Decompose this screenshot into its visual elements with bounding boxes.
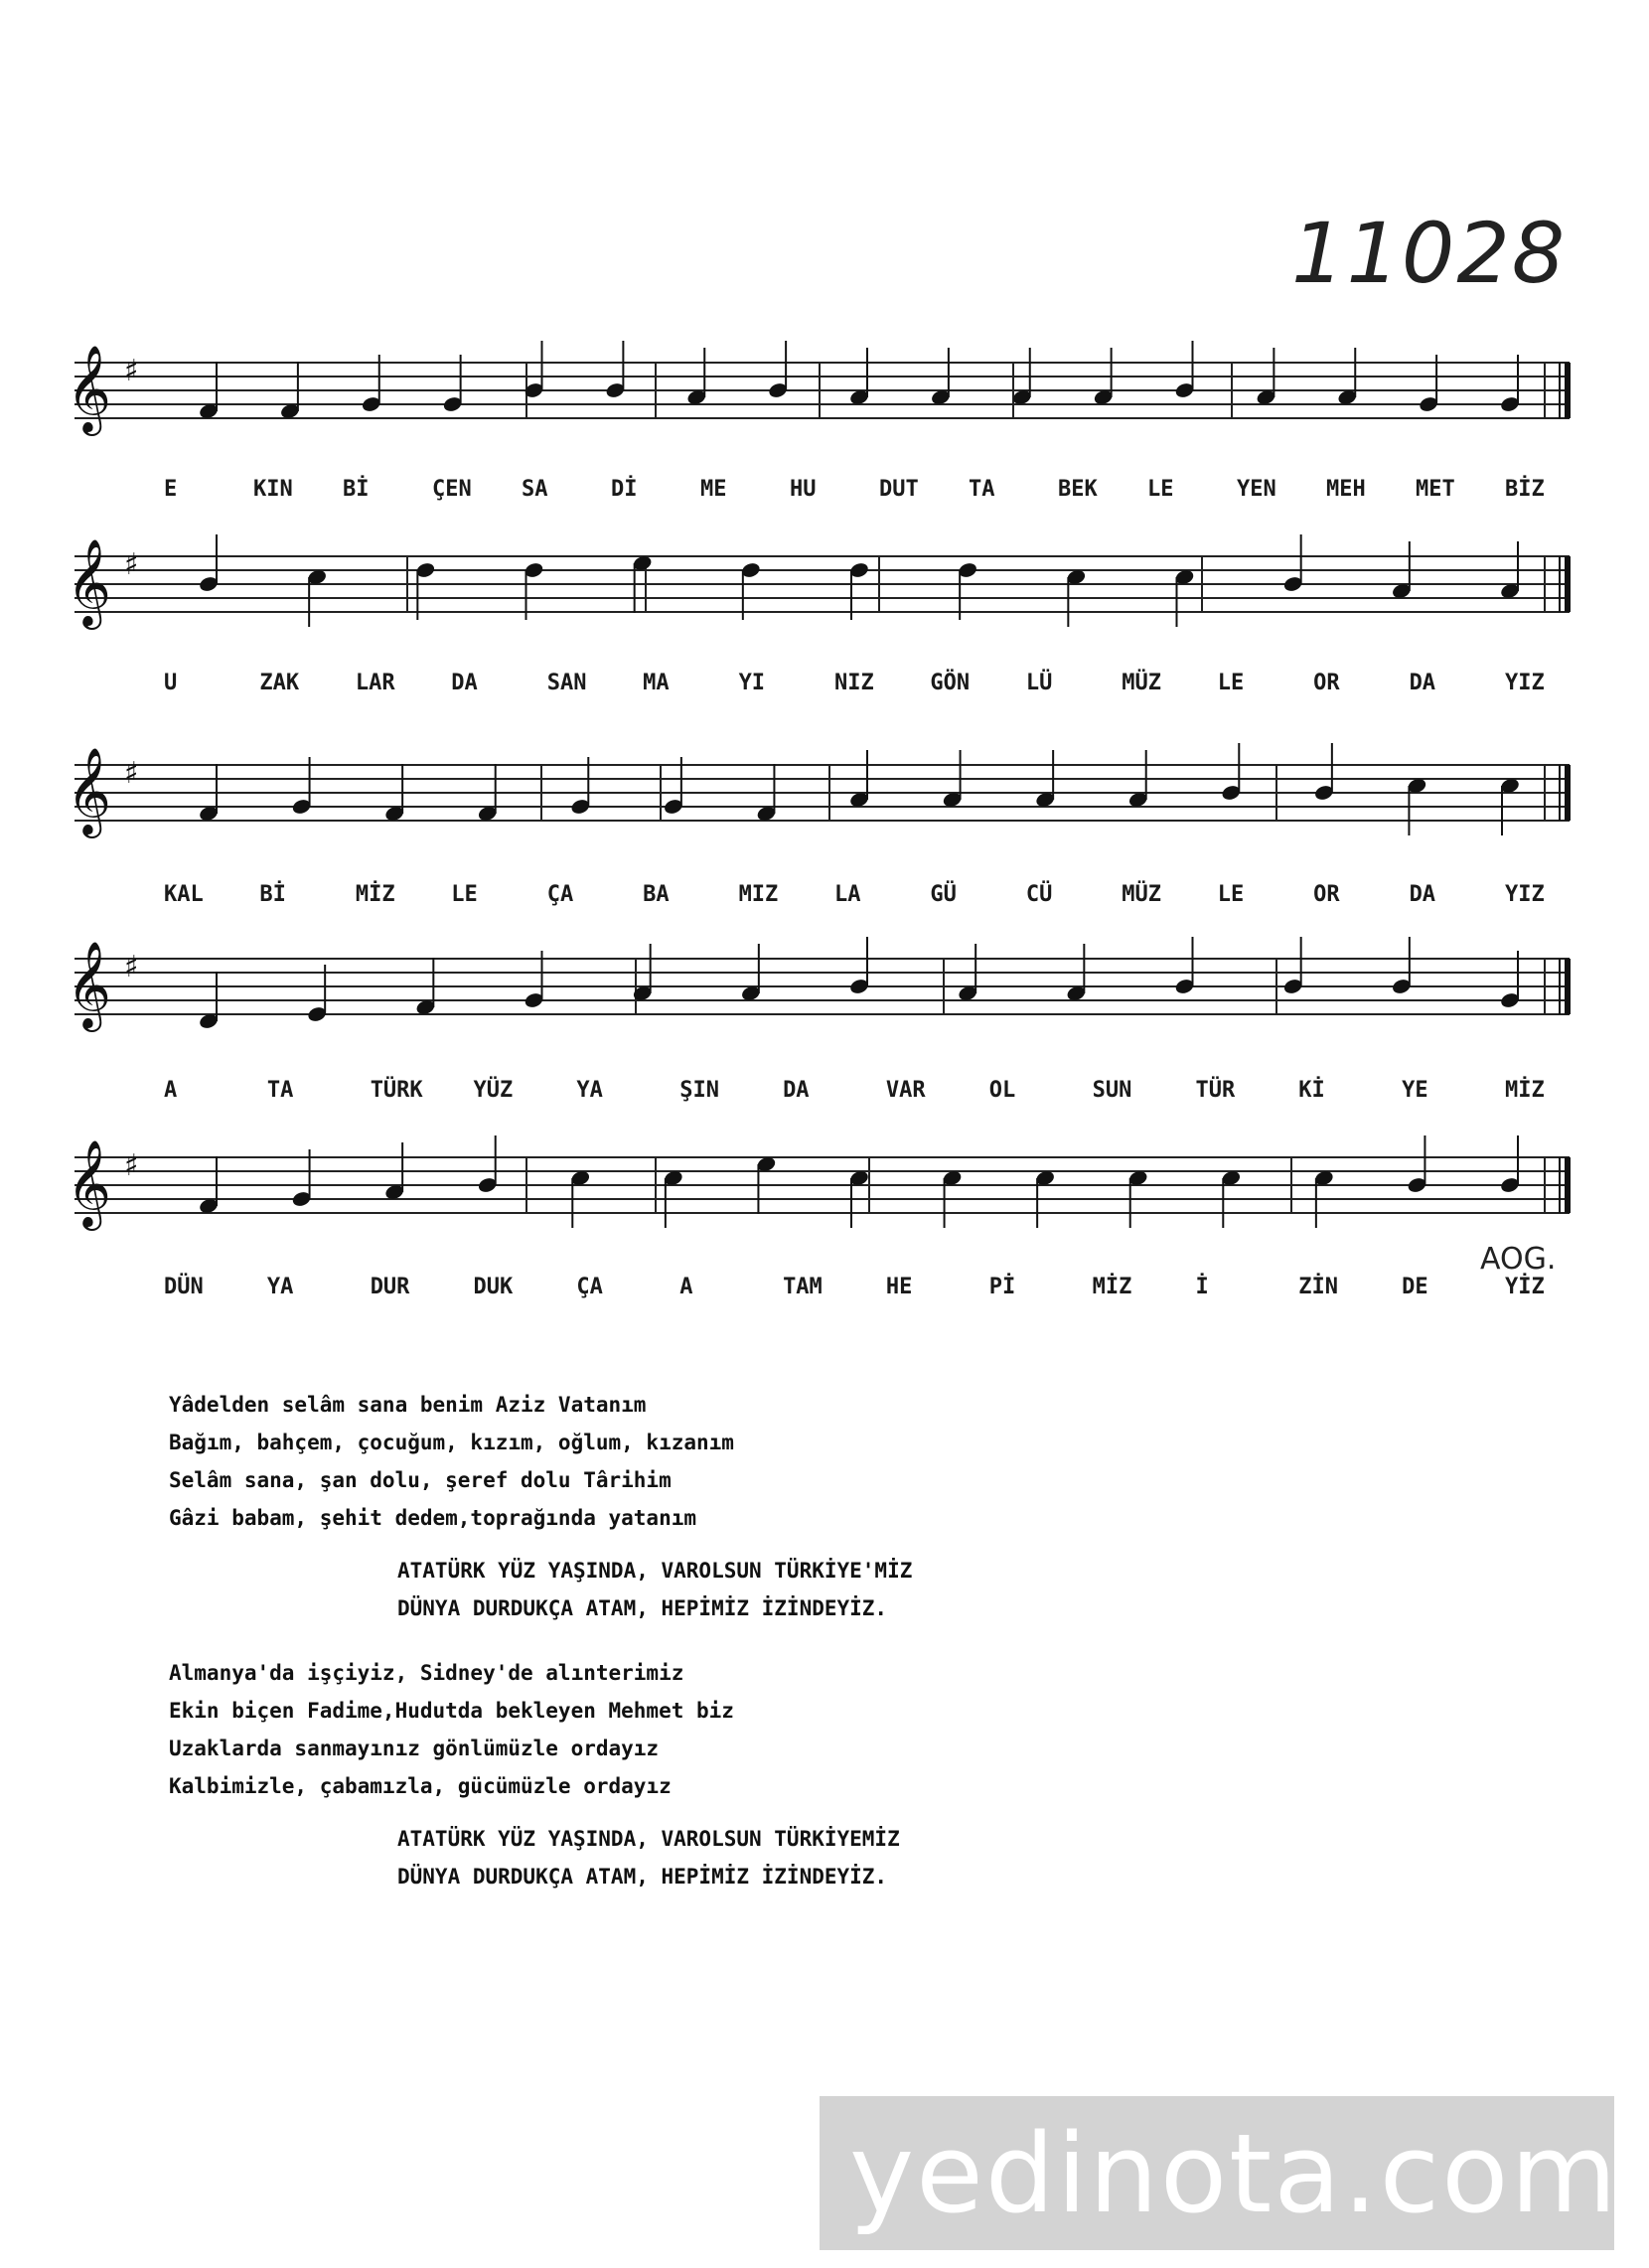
treble-clef-icon: 𝄞 [67, 746, 111, 834]
verse-2-line: Ekin biçen Fadime,Hudutda bekleyen Mehmet biz [169, 1699, 734, 1723]
lyric-syllable: BA [643, 882, 670, 907]
lyric-syllable: MET [1416, 477, 1455, 502]
lyric-syllable: SUN [1092, 1078, 1132, 1103]
watermark-text: yedinota.com [849, 2110, 1619, 2237]
lyric-syllable: U [164, 671, 178, 695]
lyric-syllable: TA [266, 1078, 294, 1103]
lyric-line-1 [0, 477, 1649, 517]
verse-1-line: Bağım, bahçem, çocuğum, kızım, oğlum, kızanım [169, 1431, 734, 1454]
lyric-syllable: YE [1402, 1078, 1428, 1103]
lyric-syllable: YA [266, 1275, 294, 1299]
treble-clef-icon: 𝄞 [67, 1138, 111, 1227]
lyric-syllable: A [164, 1078, 178, 1103]
watermark-banner [820, 2096, 1619, 2250]
lyric-syllable: DA [1409, 882, 1436, 907]
lyric-syllable: ZİN [1298, 1275, 1339, 1299]
lyric-syllable: KIN [253, 477, 293, 502]
lyric-syllable: ÇEN [432, 477, 472, 502]
lyric-syllable: YI [738, 671, 766, 695]
lyric-syllable: LA [834, 882, 861, 907]
chorus-1-line: DÜNYA DURDUKÇA ATAM, HEPİMİZ İZİNDEYİZ. [397, 1596, 888, 1620]
lyric-syllable: BİZ [1505, 477, 1545, 502]
lyric-syllable: DE [1402, 1275, 1428, 1299]
chorus-2-line: ATATÜRK YÜZ YAŞINDA, VAROLSUN TÜRKİYEMİZ [397, 1827, 900, 1851]
lyric-syllable: YA [576, 1078, 603, 1103]
lyric-syllable: LÜ [1025, 671, 1053, 695]
verse-1 [169, 1386, 734, 1537]
lyric-syllable: TAM [783, 1275, 823, 1299]
lyric-syllable: MİZ [1092, 1275, 1132, 1299]
lyric-syllable: MIZ [738, 882, 779, 907]
chorus-2 [397, 1820, 900, 1895]
lyric-syllable: DUT [879, 477, 919, 502]
lyric-syllable: GÖN [930, 671, 971, 695]
lyric-syllable: ÇA [546, 882, 574, 907]
lyric-line-5 [0, 1275, 1649, 1314]
lyric-syllable: MÜZ [1122, 671, 1162, 695]
lyric-syllable: ME [700, 477, 727, 502]
lyric-syllable: MÜZ [1122, 882, 1162, 907]
lyric-line-3 [0, 882, 1649, 922]
verse-1-line: Yâdelden selâm sana benim Aziz Vatanım [169, 1393, 647, 1417]
chorus-1-line: ATATÜRK YÜZ YAŞINDA, VAROLSUN TÜRKİYE'MİZ [397, 1559, 913, 1583]
lyric-syllable: YEN [1237, 477, 1276, 502]
lyric-syllable: LE [451, 882, 478, 907]
verse-1-line: Selâm sana, şan dolu, şeref dolu Târihim [169, 1468, 672, 1492]
lyric-syllable: ZAK [259, 671, 300, 695]
verse-2-line: Kalbimizle, çabamızla, gücümüzle ordayız [169, 1774, 672, 1798]
lyric-syllable: Pİ [988, 1275, 1016, 1299]
sharp-icon: ♯ [124, 354, 139, 388]
verse-1-line: Gâzi babam, şehit dedem,toprağında yatanım [169, 1506, 697, 1530]
lyric-syllable: SAN [546, 671, 587, 695]
catalog-number: 11028 [1291, 205, 1568, 302]
lyric-syllable: OR [1313, 671, 1340, 695]
lyric-syllable: YIZ [1505, 671, 1545, 695]
lyric-syllable: A [679, 1275, 693, 1299]
lyric-syllable: KAL [164, 882, 204, 907]
lyric-line-2 [0, 671, 1649, 710]
lyric-syllable: MİZ [355, 882, 395, 907]
lyric-syllable: VAR [885, 1078, 926, 1103]
verse-2-line: Almanya'da işçiyiz, Sidney'de alınterimiz [169, 1661, 684, 1685]
lyric-syllable: YIZ [1505, 882, 1545, 907]
lyric-syllable: DÜN [164, 1275, 204, 1299]
lyric-syllable: Kİ [1298, 1078, 1325, 1103]
lyric-syllable: DUK [473, 1275, 514, 1299]
treble-clef-icon: 𝄞 [67, 344, 111, 432]
chorus-2-line: DÜNYA DURDUKÇA ATAM, HEPİMİZ İZİNDEYİZ. [397, 1865, 888, 1889]
treble-clef-icon: 𝄞 [67, 537, 111, 626]
lyric-syllable: DA [451, 671, 478, 695]
lyric-syllable: HU [790, 477, 817, 502]
lyric-syllable: SA [522, 477, 548, 502]
lyric-syllable: E [164, 477, 178, 502]
lyric-syllable: MA [643, 671, 670, 695]
lyric-syllable: DA [783, 1078, 810, 1103]
lyric-syllable: Bİ [343, 477, 370, 502]
lyric-syllable: HE [885, 1275, 913, 1299]
lyric-syllable: LE [1147, 477, 1174, 502]
sharp-icon: ♯ [124, 950, 139, 984]
lyric-syllable: MİZ [1505, 1078, 1545, 1103]
lyric-syllable: DUR [370, 1275, 410, 1299]
lyric-syllable: Dİ [611, 477, 638, 502]
lyric-syllable: YÜZ [473, 1078, 514, 1103]
lyric-syllable: Bİ [259, 882, 286, 907]
lyric-syllable: ÇA [576, 1275, 603, 1299]
lyric-syllable: YİZ [1505, 1275, 1545, 1299]
lyric-syllable: MEH [1326, 477, 1366, 502]
verse-2-line: Uzaklarda sanmayınız gönlümüzle ordayız [169, 1737, 660, 1760]
lyric-syllable: CÜ [1025, 882, 1053, 907]
lyric-syllable: İ [1195, 1275, 1209, 1299]
lyric-syllable: LE [1217, 671, 1245, 695]
lyric-syllable: LE [1217, 882, 1245, 907]
lyric-syllable: BEK [1058, 477, 1098, 502]
sharp-icon: ♯ [124, 756, 139, 791]
lyric-syllable: DA [1409, 671, 1436, 695]
lyric-line-4 [0, 1078, 1649, 1118]
lyric-syllable: OL [988, 1078, 1016, 1103]
lyric-syllable: TA [969, 477, 995, 502]
chorus-1 [397, 1552, 912, 1627]
lyric-syllable: LAR [355, 671, 395, 695]
lyric-syllable: ŞIN [679, 1078, 719, 1103]
sharp-icon: ♯ [124, 547, 139, 582]
lyric-syllable: NIZ [834, 671, 874, 695]
arranger-initials: AOG. [1480, 1242, 1557, 1277]
lyric-syllable: GÜ [930, 882, 957, 907]
sharp-icon: ♯ [124, 1148, 139, 1183]
lyric-syllable: OR [1313, 882, 1340, 907]
lyric-syllable: TÜRK [370, 1078, 423, 1103]
treble-clef-icon: 𝄞 [67, 940, 111, 1028]
lyric-syllable: TÜR [1195, 1078, 1236, 1103]
verse-2 [169, 1654, 734, 1805]
